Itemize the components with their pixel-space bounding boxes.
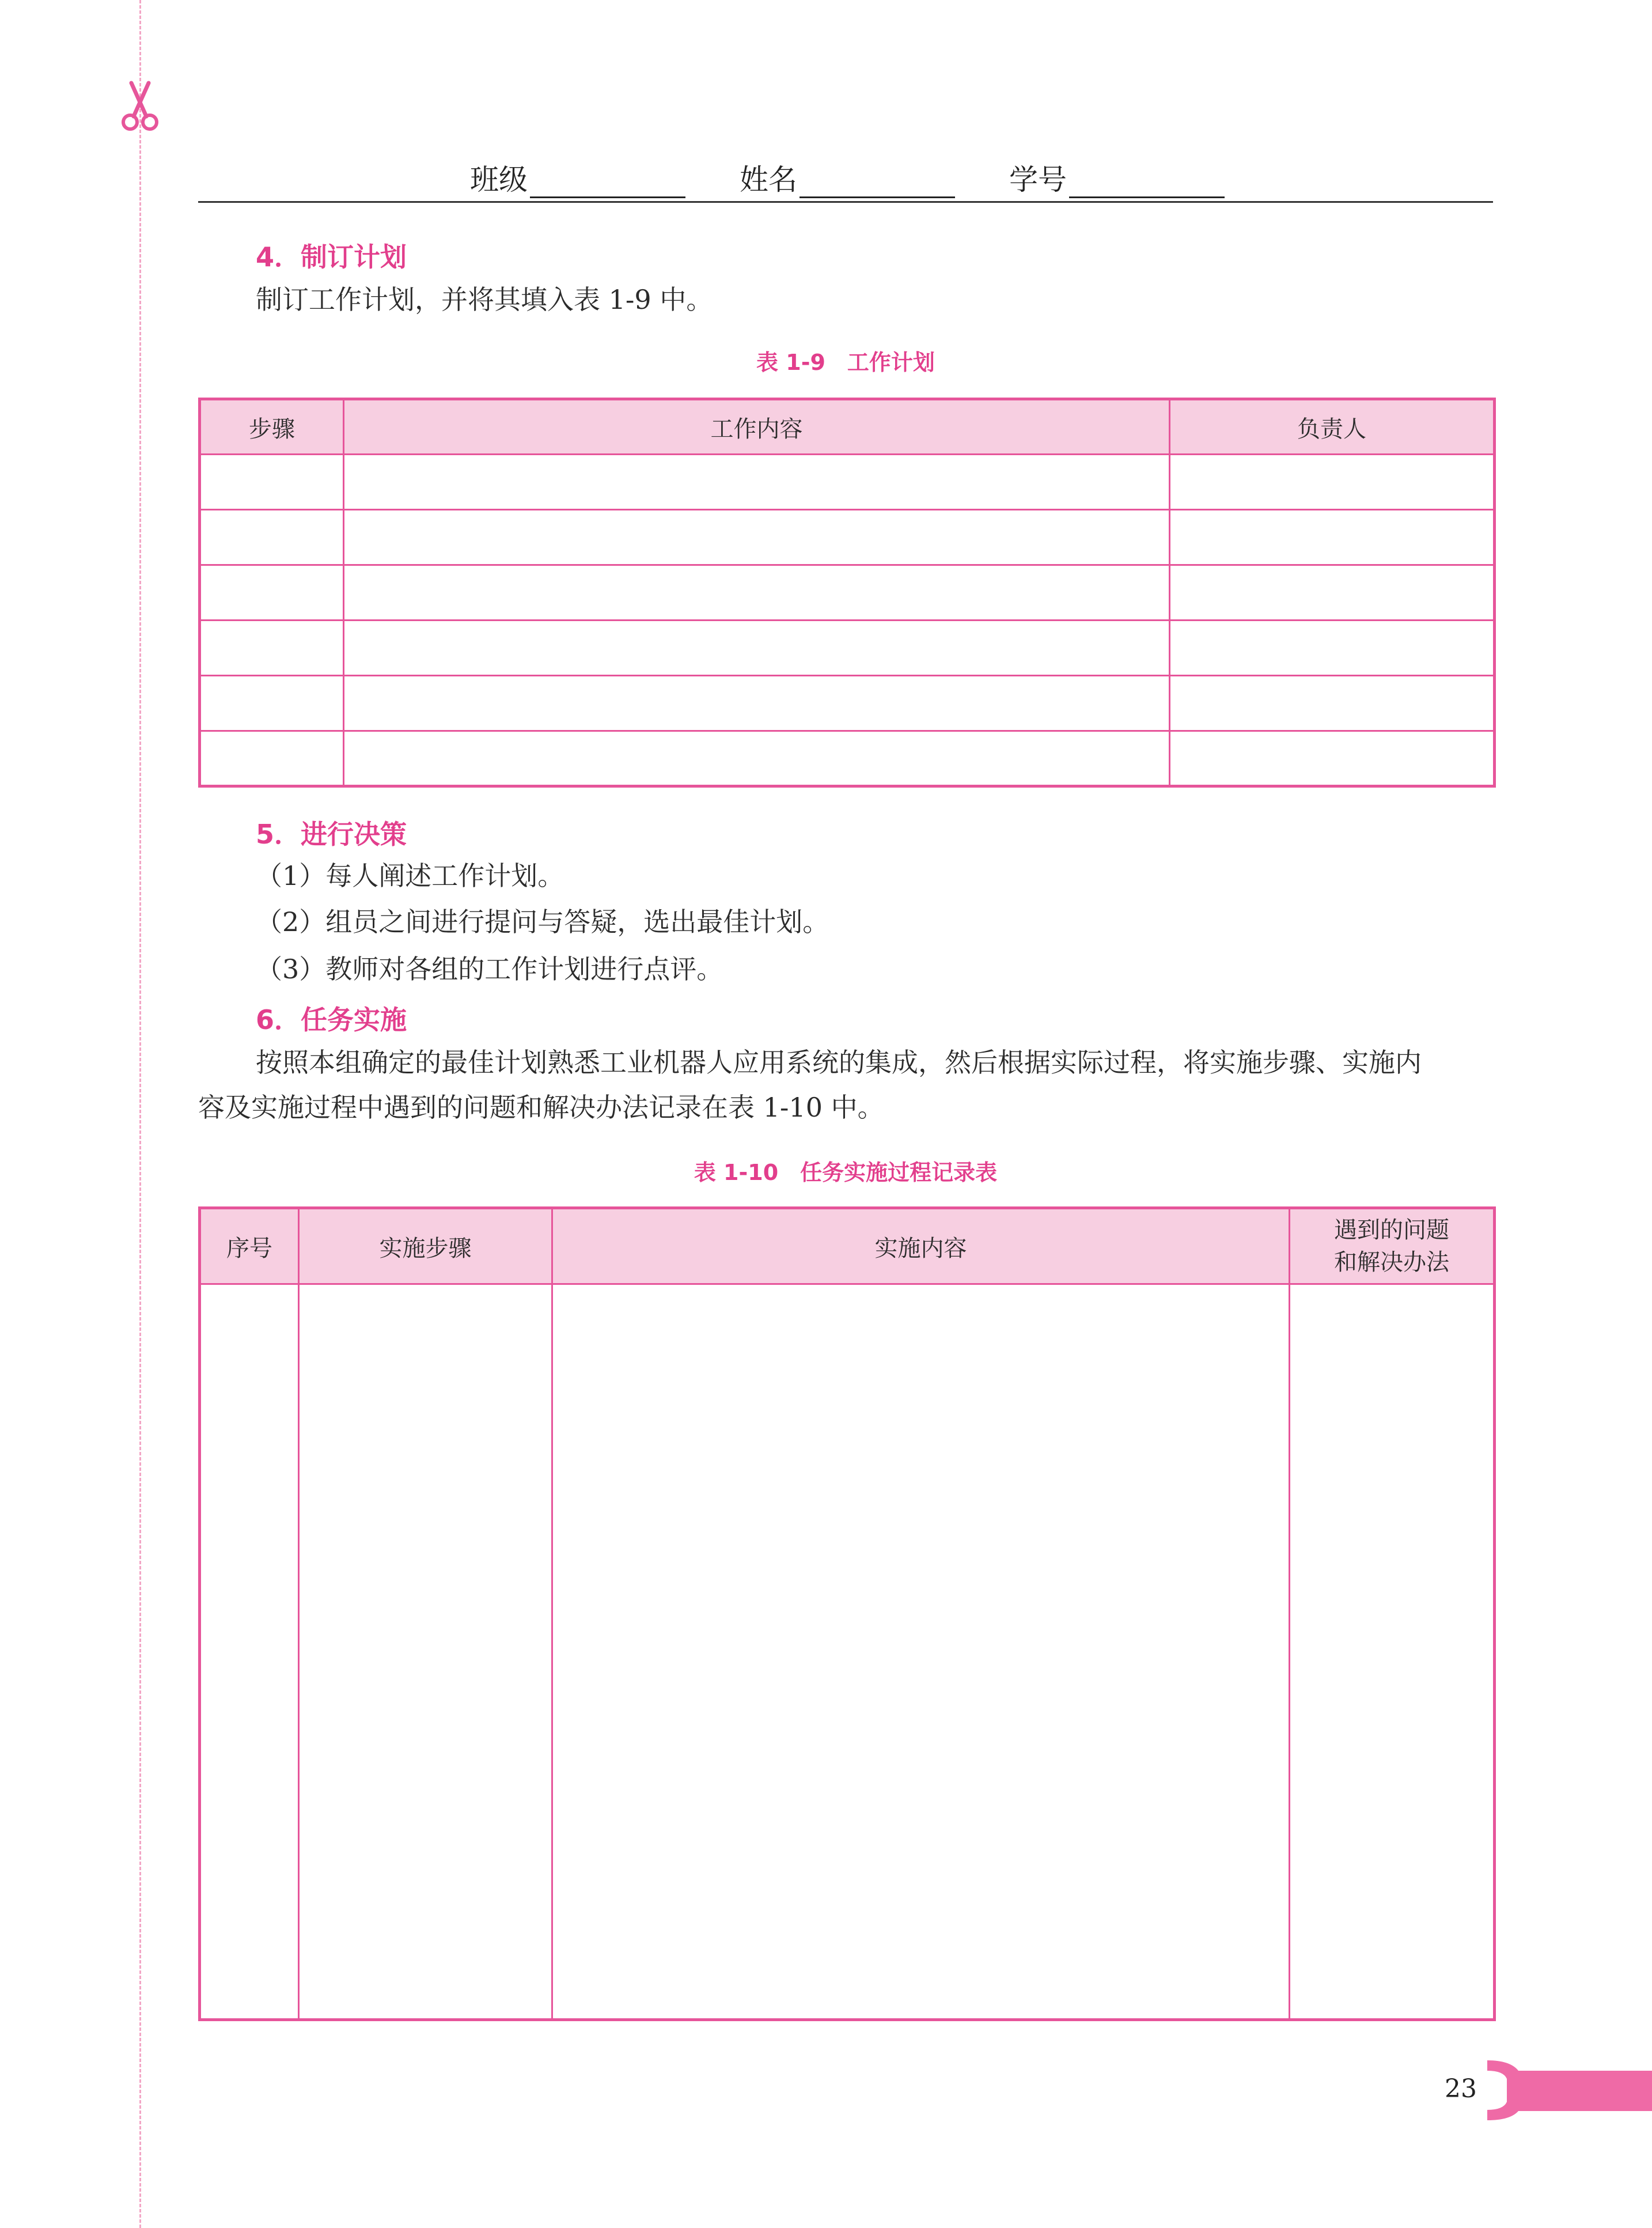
section4-text: 制订工作计划，并将其填入表 1-9 中。 (256, 284, 713, 315)
col-header-seq: 序号 (200, 1208, 299, 1284)
name-label: 姓名 (740, 163, 797, 196)
col-header-owner: 负责人 (1170, 399, 1495, 455)
class-field[interactable] (470, 157, 685, 198)
class-label: 班级 (470, 163, 528, 196)
col-header-problems-line1: 遇到的问题 (1334, 1217, 1449, 1243)
table-cell[interactable] (1290, 1284, 1495, 2020)
class-blank[interactable] (530, 167, 685, 198)
name-field[interactable] (740, 157, 955, 198)
col-header-steps: 实施步骤 (299, 1208, 552, 1284)
table-cell[interactable] (200, 621, 344, 676)
table-row (200, 510, 1495, 565)
table-cell[interactable] (344, 565, 1170, 621)
section4-heading: 4．制订计划 (256, 241, 407, 273)
work-plan-table (198, 398, 1496, 788)
table-cell[interactable] (344, 510, 1170, 565)
col-header-step: 步骤 (200, 399, 344, 455)
id-field[interactable] (1009, 157, 1225, 198)
table-cell[interactable] (200, 510, 344, 565)
table-cell[interactable] (1170, 510, 1495, 565)
table-row (200, 676, 1495, 731)
page-tab-icon (1484, 2058, 1652, 2123)
table-cell[interactable] (552, 1284, 1290, 2020)
table-cell[interactable] (200, 676, 344, 731)
table-row (200, 731, 1495, 786)
section6-heading: 6．任务实施 (256, 1004, 407, 1035)
id-label: 学号 (1009, 163, 1067, 196)
col-header-problems (1290, 1208, 1495, 1284)
table-cell[interactable] (1170, 455, 1495, 510)
name-blank[interactable] (800, 167, 955, 198)
col-header-problems-line2: 和解决办法 (1334, 1249, 1449, 1276)
cut-line (139, 0, 141, 2228)
table-cell[interactable] (344, 731, 1170, 786)
table-row (200, 565, 1495, 621)
table-cell[interactable] (344, 455, 1170, 510)
page-number: 23 (1445, 2074, 1477, 2104)
table-cell[interactable] (200, 455, 344, 510)
table-cell[interactable] (1170, 621, 1495, 676)
table-row (200, 1284, 1495, 2020)
table-row (200, 455, 1495, 510)
implementation-record-table (198, 1206, 1496, 2021)
section5-item-1: （1）每人阐述工作计划。 (256, 860, 564, 891)
table-cell[interactable] (299, 1284, 552, 2020)
table10-caption: 表 1-10 任务实施过程记录表 (694, 1160, 998, 1185)
table-cell[interactable] (200, 731, 344, 786)
section6-text-line2: 容及实施过程中遇到的问题和解决办法记录在表 1-10 中。 (198, 1092, 884, 1123)
section6-text-line1: 按照本组确定的最佳计划熟悉工业机器人应用系统的集成，然后根据实际过程，将实施步骤、实施内 (256, 1047, 1422, 1078)
section5-item-3: （3）教师对各组的工作计划进行点评。 (256, 954, 723, 985)
table-cell[interactable] (344, 676, 1170, 731)
section5-item-2: （2）组员之间进行提问与答疑，选出最佳计划。 (256, 906, 829, 937)
student-info-row (198, 151, 1493, 203)
table-cell[interactable] (200, 565, 344, 621)
scissors-icon (119, 81, 161, 133)
table-cell[interactable] (200, 1284, 299, 2020)
table-cell[interactable] (1170, 565, 1495, 621)
table-row (200, 621, 1495, 676)
col-header-work-content: 工作内容 (344, 399, 1170, 455)
section5-heading: 5．进行决策 (256, 819, 407, 850)
id-blank[interactable] (1069, 167, 1225, 198)
table9-caption: 表 1-9 工作计划 (756, 350, 935, 375)
table-cell[interactable] (1170, 676, 1495, 731)
table-cell[interactable] (344, 621, 1170, 676)
header-divider (198, 201, 1493, 203)
table-cell[interactable] (1170, 731, 1495, 786)
col-header-content: 实施内容 (552, 1208, 1290, 1284)
